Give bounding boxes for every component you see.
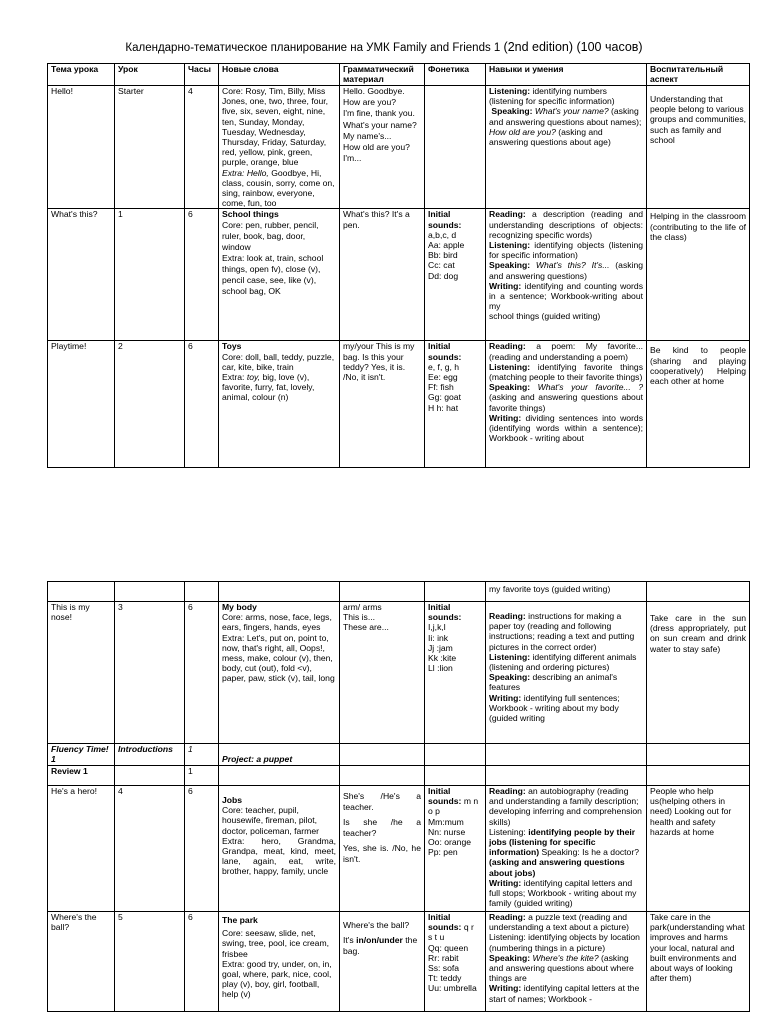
cell-skills	[486, 602, 647, 744]
cell-phonetics	[425, 86, 486, 209]
words-title: My body	[222, 602, 257, 612]
skill-question: What's your name?	[534, 106, 609, 117]
cell-words	[219, 209, 340, 341]
cell-hours: 6	[185, 786, 219, 912]
words-core: Core: seesaw, slide, net, swing, tree, pool, ice cream, frisbee	[222, 928, 329, 959]
grammar-line: Where's the ball?	[343, 920, 410, 930]
skill-label: Speaking:	[491, 106, 533, 117]
grammar-part: the bag.	[343, 935, 418, 956]
cell-hours: 6	[185, 602, 219, 744]
cell-grammar: my/your This is my bag. Is this your teddy? Yes, it is. /No, it isn't.	[340, 341, 425, 468]
header-hours: Часы	[185, 64, 219, 86]
skill-question: How old are you?	[489, 126, 556, 137]
cell-lesson: Introductions	[115, 744, 185, 766]
cell-topic: Where's the ball?	[48, 912, 115, 1012]
cell-education: Be kind to people (sharing and playing cooperatively) Helping each other at home	[647, 341, 750, 468]
words-extra: Extra: good try, under, on, in, goal, where, park, nice, cool, play (v), boy, girl, football, help (v)	[222, 958, 332, 1000]
title-main: Календарно-тематическое планирование на УМК Family and Friends 1	[125, 42, 501, 54]
phonetics-line: Qq: queen	[428, 942, 469, 953]
words-core: Core: Rosy, Tim, Billy, Miss Jones, one, two, three, four, five, six, seven, eight, nine, ten, Sunday, Monday, Tuesday, Wednesday, Thursday, Friday, Saturday, red, yellow, pink, green, purple, orange, blue	[222, 86, 329, 168]
phonetics-title: Initial sounds:	[428, 209, 462, 230]
cell-topic: This is my nose!	[48, 602, 115, 744]
table-row	[48, 86, 750, 209]
header-grammar: Грамматический материал	[340, 64, 425, 86]
header-topic: Тема урока	[48, 64, 115, 86]
skill-text: identifying capital letters at the start of names; Workbook -	[489, 983, 640, 1004]
skill-text: identifying different animals (listening and ordering pictures)	[489, 651, 637, 673]
phonetics-line: Oo: orange	[428, 837, 471, 848]
title-edition: (2nd edition) (100 часов)	[503, 40, 643, 54]
skill-text-bold: identifying people by their jobs (listening for specific information)	[489, 826, 636, 858]
skill-text: identifying numbers (listening for specific information)	[489, 86, 615, 107]
phonetics-line: a,b,c, d	[428, 229, 457, 240]
words-extra: Goodbye, Hi, class, cousin, sorry, come on, sing, rainbow, everyone, come, fun, too	[222, 167, 335, 209]
skill-label: Listening:	[489, 240, 531, 251]
skill-label: Writing:	[489, 280, 522, 291]
phonetics-line: Nn: nurse	[428, 826, 466, 837]
words-extra-label: Extra:	[222, 372, 245, 383]
cell-education: Take care in the park(understanding what improves and harms your local, natural and built environments and about ways of looking after them)	[647, 912, 750, 1012]
cell-lesson: 3	[115, 602, 185, 744]
grammar-line: My name's...	[343, 130, 392, 141]
cell-skills	[486, 209, 647, 341]
skill-label: Writing:	[489, 983, 522, 994]
table-row	[48, 912, 750, 1012]
grammar-line: Is she /he a teacher?	[343, 817, 421, 838]
words-title: Toys	[222, 341, 242, 352]
grammar-part: It's	[343, 935, 354, 945]
words-core: Core: pen, rubber, pencil, ruler, book, bag, door, window	[222, 220, 319, 253]
skill-text: identifying favorite things (matching people to their favorite things)	[489, 361, 644, 383]
skill-text: (asking and answering questions)	[489, 260, 643, 281]
words-text: Core: arms, nose, face, legs, ears, fingers, hands, eyes Extra: Let's, put on, point to, now, that's right, all, Oops!, mess, make, colour (v), then, body, cut (out), fold <v), paper, paw, stick (v), tail, long	[222, 612, 335, 684]
skill-label: Reading:	[489, 611, 526, 621]
grammar-line: What's your name?	[343, 119, 417, 130]
phonetics-line: e, f, g, h	[428, 361, 460, 372]
grammar-line: How old are you?	[343, 142, 410, 153]
skill-text: identifying full sentences; Workbook - writing about my body (guided writing	[489, 692, 620, 724]
header-skills: Навыки и умения	[486, 64, 647, 86]
cell-hours: 6	[185, 912, 219, 1012]
phonetics-line: Pp: pen	[428, 847, 458, 858]
cell-education: Understanding that people belong to various groups and communities, such as family and school	[647, 86, 750, 209]
words-title: School things	[222, 209, 279, 220]
skill-text: (asking and answering questions about names);	[489, 106, 642, 127]
cell-phonetics	[425, 786, 486, 912]
skill-label: Speaking:	[489, 260, 531, 271]
skill-text: describing an animal's features	[489, 672, 618, 693]
cell-lesson: 5	[115, 912, 185, 1012]
skill-label: Speaking:	[489, 952, 531, 963]
cell-skills: my favorite toys (guided writing)	[486, 582, 647, 602]
cell-topic: Review 1	[48, 766, 115, 786]
phonetics-line: Dd: dog	[428, 270, 459, 281]
skill-label: Writing:	[489, 412, 522, 423]
skill-label: Writing:	[489, 877, 522, 888]
skill-text: (asking and answering questions about where things are	[489, 952, 634, 984]
words-title: Jobs	[222, 795, 243, 805]
table-row	[48, 209, 750, 341]
cell-topic: What's this?	[48, 209, 115, 341]
phonetics-line: Kk :kite	[428, 653, 457, 664]
grammar-line: arm/ arms	[343, 602, 382, 612]
skill-text: (asking and answering questions about age)	[489, 126, 611, 148]
phonetics-title: Initial sounds:	[428, 786, 462, 807]
cell-skills	[486, 341, 647, 468]
cell-lesson: 1	[115, 209, 185, 341]
skill-text: identifying capital letters and full stops; Workbook - writing about my family (guided writing)	[489, 877, 637, 909]
cell-grammar	[340, 86, 425, 209]
cell-education: People who help us(helping others in need) Looking out for health and safety hazards at home	[647, 786, 750, 912]
cell-lesson: 2	[115, 341, 185, 468]
skill-text: identifying objects (listening for specific information)	[489, 240, 644, 261]
words-extra-label: Extra: Hello,	[222, 167, 269, 178]
phonetics-first: m n o p	[428, 796, 479, 817]
skill-text: a description (reading and understanding descriptions of objects: recognizing specific words)	[489, 209, 644, 240]
skill-text: dividing sentences into words (identifying words within a sentence); Workbook - writing about	[489, 412, 644, 444]
phonetics-line: Ss: sofa	[428, 963, 460, 974]
words-core: Core: doll, ball, teddy, puzzle, car, kite, bike, train	[222, 351, 335, 372]
phonetics-line: Ii: ink	[428, 632, 449, 643]
skill-label: Reading:	[489, 912, 526, 922]
phonetics-line: Uu: umbrella	[428, 983, 477, 994]
cell-topic: He's a hero!	[48, 786, 115, 912]
words-title: The park	[222, 915, 258, 925]
grammar-line: I'm fine, thank you.	[343, 108, 415, 119]
document-title	[0, 40, 768, 54]
cell-phonetics	[425, 209, 486, 341]
cell-grammar: What's this? It's a pen.	[340, 209, 425, 341]
table-row	[48, 341, 750, 468]
phonetics-line: Gg: goat	[428, 392, 461, 403]
phonetics-line: Aa: apple	[428, 240, 465, 251]
skill-text-bold: (asking and answering questions about jobs)	[489, 857, 625, 878]
skill-label: Speaking:	[489, 382, 531, 393]
phonetics-line: I,j,k,l	[428, 622, 446, 633]
cell-words	[219, 786, 340, 912]
skill-text: school things (guided writing)	[489, 311, 601, 322]
skill-question: What's your favorite... ?	[537, 382, 644, 393]
header-phonetics: Фонетика	[425, 64, 486, 86]
cell-words: Project: a puppet	[219, 744, 340, 766]
skill-text: instructions for making a paper toy (reading and following instructions; reading a text and putting pictures in the correct order)	[489, 611, 635, 652]
cell-phonetics	[425, 341, 486, 468]
cell-skills	[486, 86, 647, 209]
skill-label: Reading:	[489, 341, 526, 352]
skill-text: Speaking: Is he a doctor?	[541, 847, 639, 858]
cell-lesson: Starter	[115, 86, 185, 209]
cell-hours: 6	[185, 209, 219, 341]
skill-label: Reading:	[489, 209, 526, 220]
skill-text: a poem: My favorite... (reading and understanding a poem)	[489, 341, 643, 362]
header-words: Новые слова	[219, 64, 340, 86]
cell-phonetics	[425, 602, 486, 744]
skill-label: Writing:	[489, 692, 522, 703]
skill-text: (asking and answering questions about favorite things)	[489, 392, 643, 413]
cell-hours: 6	[185, 341, 219, 468]
grammar-line: This is...	[343, 612, 375, 623]
phonetics-line: Rr: rabit	[428, 952, 459, 963]
cell-words	[219, 602, 340, 744]
skill-text: Listening:	[489, 826, 526, 837]
cell-words	[219, 912, 340, 1012]
cell-skills	[486, 912, 647, 1012]
grammar-line	[343, 931, 421, 957]
skill-text: Listening: identifying objects by location (numbering things in a picture)	[489, 932, 640, 953]
skill-label: Listening:	[489, 361, 531, 372]
cell-words	[219, 341, 340, 468]
table-row	[48, 786, 750, 912]
planning-table-page-2	[47, 581, 750, 1012]
grammar-line: How are you?	[343, 97, 397, 108]
cell-phonetics	[425, 912, 486, 1012]
cell-topic: Fluency Time! 1	[48, 744, 115, 766]
grammar-line: Hello. Goodbye.	[343, 86, 405, 96]
cell-topic: Hello!	[48, 86, 115, 209]
grammar-line: She's /He's a teacher.	[343, 791, 421, 812]
cell-grammar	[340, 786, 425, 912]
grammar-line: Yes, she is. /No, he isn't.	[343, 843, 421, 864]
cell-grammar	[340, 602, 425, 744]
header-lesson: Урок	[115, 64, 185, 86]
cell-words	[219, 86, 340, 209]
skill-question: Where's the kite?	[532, 952, 599, 963]
phonetics-title: Initial sounds:	[428, 341, 462, 362]
skill-question: What's this? It's...	[535, 260, 610, 271]
words-extra-toy: toy,	[246, 372, 261, 383]
table-row	[48, 582, 750, 602]
phonetics-title: Initial sounds:	[428, 602, 462, 623]
table-row	[48, 744, 750, 766]
table-row	[48, 766, 750, 786]
phonetics-line: H h: hat	[428, 402, 459, 413]
phonetics-line: Ff: fish	[428, 382, 454, 393]
phonetics-first: q r	[463, 922, 474, 933]
cell-hours: 1	[185, 744, 219, 766]
words-core: Core: teacher, pupil, housewife, fireman, pilot, doctor, policeman, farmer	[222, 805, 319, 836]
words-extra: Extra: look at, train, school things, open fv), close (v), pencil case, see, like (v), school bag, OK	[222, 253, 324, 297]
cell-education: Helping in the classroom (contributing to the life of the class)	[647, 209, 750, 341]
skill-label: Listening:	[489, 651, 531, 662]
cell-skills	[486, 786, 647, 912]
words-extra: big, love (v), favorite, furry, fat, lovely, animal, colour (n)	[222, 372, 315, 403]
words-extra: Extra: hero, Grandma, Grandpa, meat, kind, meet, lane, again, eat, write, brother, happy, family, uncle	[222, 835, 336, 877]
header-row	[48, 64, 750, 86]
phonetics-line: Tt: teddy	[428, 973, 462, 984]
phonetics-line: Ee: egg	[428, 372, 458, 383]
phonetics-line: s t u	[428, 932, 445, 943]
grammar-line: I'm...	[343, 153, 362, 164]
skill-text: an autobiography (reading and understanding a family description; developing inferring and comprehension skills)	[489, 786, 642, 827]
cell-topic: Playtime!	[48, 341, 115, 468]
grammar-line: These are...	[343, 622, 389, 633]
skill-label: Listening:	[489, 86, 531, 96]
phonetics-line: Jj :jam	[428, 642, 453, 653]
skill-text: a puzzle text (reading and understanding a text about a picture)	[489, 912, 629, 933]
cell-grammar	[340, 912, 425, 1012]
cell-hours: 4	[185, 86, 219, 209]
phonetics-title: Initial sounds:	[428, 912, 462, 933]
cell-education: Take care in the sun (dress appropriately, put on sun cream and drink water to stay safe)	[647, 602, 750, 744]
skill-label: Speaking:	[489, 672, 531, 683]
header-education: Воспитательный аспект	[647, 64, 750, 86]
phonetics-line: Ll :lion	[428, 663, 453, 674]
skill-label: Reading:	[489, 786, 526, 796]
phonetics-line: Mm:mum	[428, 816, 464, 827]
table-row	[48, 602, 750, 744]
grammar-part-bold: in/on/under	[356, 935, 403, 945]
skill-text: identifying and counting words in a sentence; Workbook-writing about my	[489, 280, 643, 312]
phonetics-line: Bb: bird	[428, 250, 458, 261]
planning-table-page-1	[47, 63, 750, 468]
cell-hours: 1	[185, 766, 219, 786]
phonetics-line: Cc: cat	[428, 260, 455, 271]
cell-lesson: 4	[115, 786, 185, 912]
